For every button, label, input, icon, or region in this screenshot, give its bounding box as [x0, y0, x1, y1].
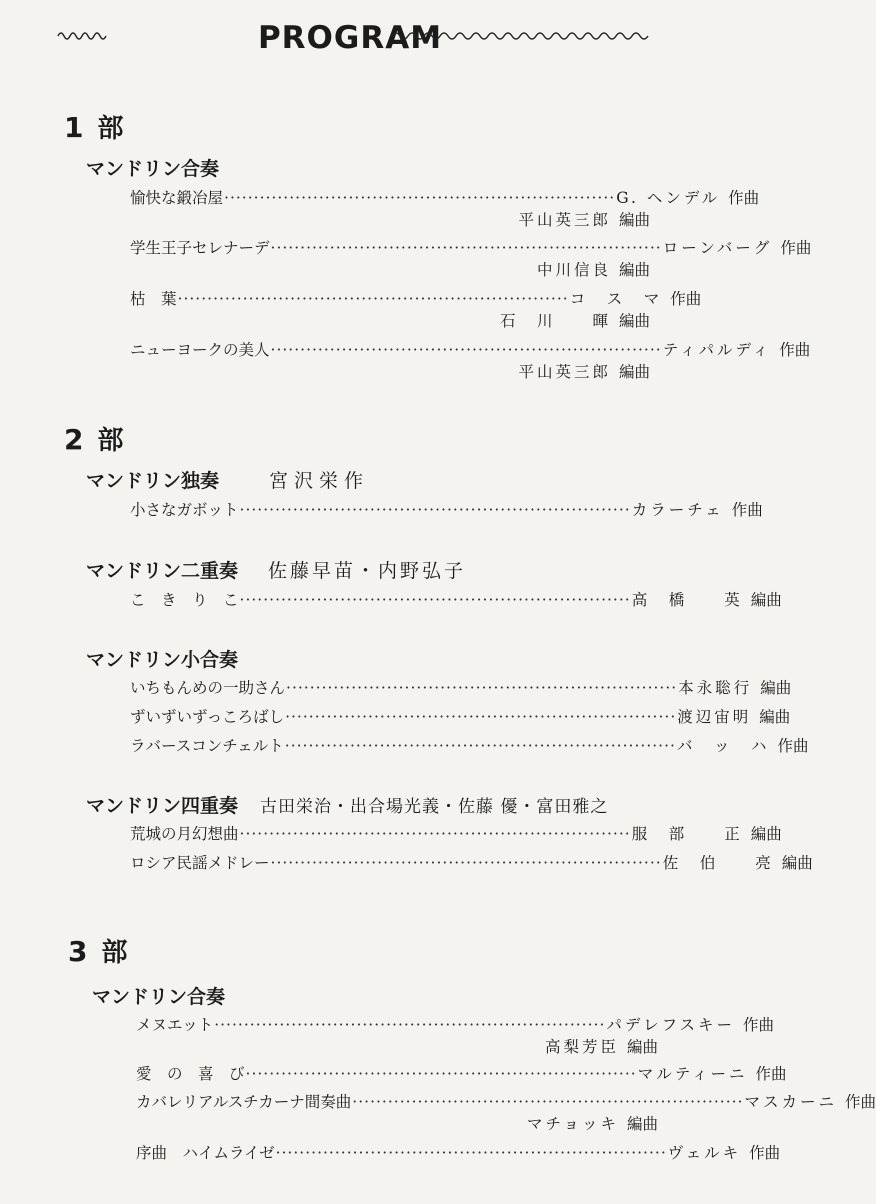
performers: 古田栄治・出合場光義・佐藤 優・富田雅之 [260, 797, 609, 817]
credit-role: 作曲 [845, 1093, 876, 1111]
credit-role: 編曲 [760, 679, 792, 697]
credit-name: 高梨芳臣 [544, 1038, 619, 1056]
credit-role: 作曲 [742, 1016, 774, 1034]
credit-role: 作曲 [731, 501, 763, 519]
program-item: ニューヨークの美人 ·································································· ティパルディ 作曲 平山英三郎 編曲 [130, 338, 650, 382]
credit-role: 編曲 [781, 854, 813, 872]
credit-name: バ ッ ハ [676, 737, 770, 755]
credit-name: 石 川 暉 [499, 312, 611, 330]
part-1-heading: 1 部 [64, 111, 124, 144]
piece-title: ラバースコンチェルト [130, 737, 284, 755]
part-2-heading: 2 部 [64, 423, 124, 456]
page-title: PROGRAM [257, 20, 443, 56]
credit-name: ティパルディ [662, 341, 772, 359]
credit-name: コ ス マ [569, 290, 663, 308]
piece-title: 序曲 ハイムライゼ [136, 1144, 275, 1162]
credit-role: 編曲 [618, 363, 650, 381]
credit-name: G. ヘンデル [616, 189, 721, 207]
credit-role: 編曲 [750, 825, 782, 843]
credit-name: マルティーニ [637, 1065, 748, 1083]
credit-name: ヴェルキ [667, 1144, 742, 1162]
credit-name: ローンバーグ [662, 239, 773, 257]
piece-title: 学生王子セレナーデ [130, 239, 270, 257]
credit-role: 編曲 [750, 591, 782, 609]
program-item: 愉快な鍛冶屋 ·································································· G. ヘンデル 作曲 平山英三郎 編曲 [130, 186, 650, 230]
program-item: 小さなガボット ·································································· カラーチェ 作曲 [130, 498, 650, 520]
credit-role: 作曲 [670, 290, 702, 308]
credit-role: 作曲 [728, 189, 760, 207]
credit-name: 平山英三郎 [518, 363, 611, 381]
credit-role: 作曲 [755, 1065, 787, 1083]
program-item: いちもんめの一助さん ·································································· 本永聡行 編曲 [130, 676, 650, 698]
credit-name: マスカーニ [744, 1093, 837, 1111]
credit-role: 編曲 [626, 1115, 658, 1133]
piece-title: 愉快な鍛冶屋 [130, 189, 224, 207]
credit-name: 服 部 正 [631, 825, 743, 843]
credit-role: 編曲 [618, 312, 650, 330]
section-heading: マンドリン合奏 [92, 986, 226, 1008]
program-item: ずいずいずっころばし ·································································· 渡辺宙明 編曲 [130, 705, 650, 727]
piece-title: いちもんめの一助さん [130, 679, 286, 697]
credit-name: マチョッキ [526, 1115, 619, 1133]
credit-name: パデレフスキー [606, 1016, 735, 1034]
credit-name: 中川信良 [536, 261, 611, 279]
piece-title: ずいずいずっころばし [130, 708, 285, 726]
performers: 佐藤早苗・内野弘子 [268, 560, 467, 582]
program-item: 学生王子セレナーデ ·································································· ローンバーグ 作曲 中川信良 編曲 [130, 236, 650, 280]
credit-name: 高 橋 英 [631, 591, 743, 609]
program-item: カバレリアルスチカーナ間奏曲 ·································································· マスカーニ 作曲 マチョッキ 編曲 [136, 1090, 658, 1134]
credit-name: 佐 伯 亮 [662, 854, 774, 872]
program-item: 枯 葉 ·································································· コ ス マ 作曲 石 川 暉 編曲 [130, 287, 650, 331]
credit-role: 作曲 [749, 1144, 781, 1162]
credit-name: 渡辺宙明 [677, 708, 752, 726]
credit-role: 作曲 [780, 239, 812, 257]
piece-title: こ き り こ [130, 591, 239, 609]
program-item: ロシア民謡メドレー ·································································· 佐 伯 亮 編曲 [130, 851, 650, 873]
section-heading: マンドリン合奏 [86, 158, 220, 180]
section-heading: マンドリン独奏 宮沢栄作 [86, 470, 370, 492]
performers: 宮沢栄作 [269, 470, 370, 492]
program-item: 荒城の月幻想曲 ·································································· 服 部 正 編曲 [130, 822, 650, 844]
credit-role: 作曲 [779, 341, 811, 359]
section-heading: マンドリン四重奏 古田栄治・出合場光義・佐藤 優・富田雅之 [86, 795, 609, 817]
piece-title: 小さなガボット [130, 501, 239, 519]
credit-role: 編曲 [626, 1038, 658, 1056]
piece-title: 荒城の月幻想曲 [130, 825, 239, 843]
credit-role: 編曲 [759, 708, 791, 726]
credit-role: 編曲 [618, 261, 650, 279]
section-heading: マンドリン小合奏 [86, 649, 239, 671]
piece-title: メヌエット [136, 1016, 214, 1034]
part-3-heading: 3 部 [68, 935, 128, 968]
piece-title: カバレリアルスチカーナ間奏曲 [136, 1093, 352, 1111]
credit-name: カラーチェ [631, 501, 724, 519]
program-item: こ き り こ ·································································· 高 橋 英 編曲 [130, 588, 650, 610]
piece-title: ロシア民謡メドレー [130, 854, 270, 872]
credit-role: 編曲 [618, 211, 650, 229]
section-heading: マンドリン二重奏 佐藤早苗・内野弘子 [86, 560, 467, 582]
credit-name: 本永聡行 [678, 679, 753, 697]
program-item: 愛 の 喜 び ·································································· マルティーニ 作曲 [136, 1062, 658, 1084]
program-item: ラバースコンチェルト ·································································· バ ッ ハ 作曲 [130, 734, 650, 756]
program-item: 序曲 ハイムライゼ ·································································· ヴェルキ 作曲 [136, 1141, 658, 1163]
header-ornament-right [392, 28, 648, 42]
credit-name: 平山英三郎 [518, 211, 611, 229]
program-item: メヌエット ·································································· パデレフスキー 作曲 高梨芳臣 編曲 [136, 1013, 658, 1057]
piece-title: 愛 の 喜 び [136, 1065, 245, 1083]
credit-role: 作曲 [777, 737, 809, 755]
piece-title: ニューヨークの美人 [130, 341, 270, 359]
piece-title: 枯 葉 [130, 290, 177, 308]
